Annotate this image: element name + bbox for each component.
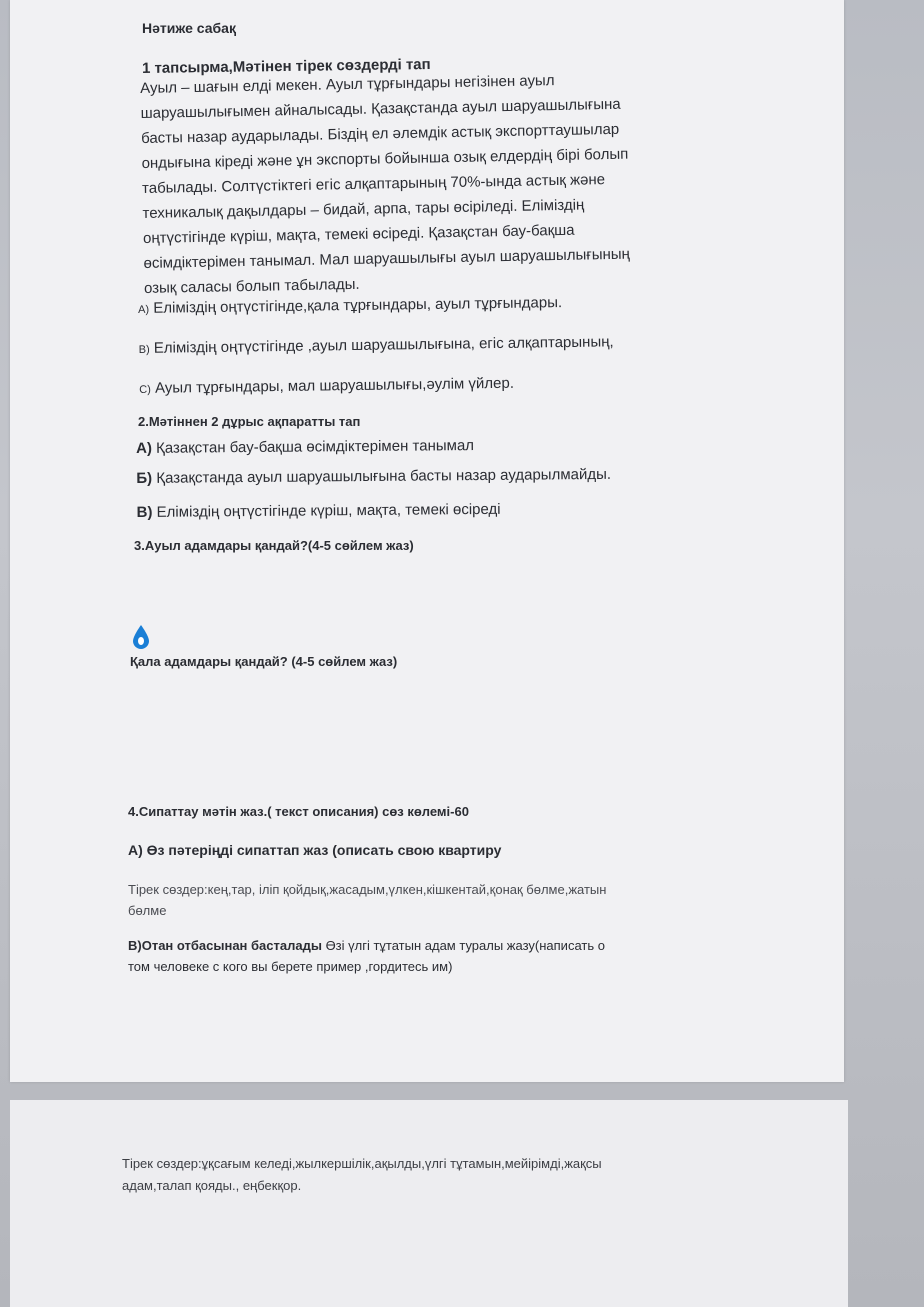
task2-option-a [136, 437, 474, 457]
option-text: Еліміздің оңтүстігінде ,ауыл шаруашылығына, егіс алқаптарының, [153, 333, 614, 357]
task1-line: шаруашылығымен айналысады. Қазақстанда ауыл шаруашылығына [140, 95, 621, 122]
option-text: Еліміздің оңтүстігінде күріш, мақта, темекі өсіреді [156, 500, 501, 521]
page-title: Нәтиже сабақ [142, 20, 236, 36]
task2-option-b [136, 466, 611, 487]
task4-part-a-keywords-2: бөлме [128, 903, 167, 918]
task1-line: ондығына кіреді және ұн экспорты бойынша озық елдердің бірі болып [141, 145, 629, 172]
task1-heading: 1 тапсырма,Мәтінен тірек сөздерді тап [141, 55, 431, 77]
task1-line: техникалық дақылдары – бидай, арпа, тары өсіріледі. Еліміздің [142, 196, 585, 222]
task1-line: өсімдіктерімен танымал. Мал шаруашылығы ауыл шаруашылығының [143, 245, 631, 272]
task4-part-a-keywords: Тірек сөздер:кең,тар, іліп қойдық,жасадым,үлкен,кішкентай,қонақ бөлме,жатын [128, 882, 607, 897]
option-letter: В) [136, 503, 153, 521]
option-text: Ауыл тұрғындары, мал шаруашылығы,әулім үйлер. [154, 374, 515, 397]
task2-option-c [137, 501, 501, 521]
page2-keywords: Тірек сөздер:ұқсағым келеді,жылкершілік,ақылды,үлгі тұтамын,мейірімді,жақсы [122, 1156, 602, 1171]
water-drop-icon [131, 624, 151, 650]
task1-line: табылады. Солтүстіктегі егіс алқаптарының 70%-ында астық және [141, 171, 606, 197]
task1-line: Ауыл – шағын елді мекен. Ауыл тұрғындары негізінен ауыл [140, 72, 555, 97]
option-b [139, 333, 614, 357]
option-c [139, 375, 514, 397]
task1-line: оңтүстігінде күріш, мақта, темекі өсіреді. Қазақстан бау-бақша [142, 221, 575, 247]
task4-part-b-title: В)Отан отбасынан басталады [128, 938, 322, 953]
option-text: Қазақстанда ауыл шаруашылығына басты назар аударылмайды. [156, 465, 612, 487]
option-letter: А) [136, 439, 152, 457]
option-letter: C) [139, 383, 151, 396]
option-letter: Б) [136, 469, 153, 487]
option-a [138, 294, 562, 317]
task2-heading: 2.Мәтіннен 2 дұрыс ақпаратты тап [138, 414, 361, 429]
document-page-2 [10, 1100, 848, 1307]
task3-heading: 3.Ауыл адамдары қандай?(4-5 сөйлем жаз) [134, 538, 414, 553]
option-text: Қазақстан бау-бақша өсімдіктерімен танымал [155, 437, 475, 457]
task4-part-a: А) Өз пәтеріңді сипаттап жаз (описать свою квартиру [128, 842, 502, 858]
task3-heading-2: Қала адамдары қандай? (4-5 сөйлем жаз) [130, 654, 398, 669]
task4-part-b-line2: том человеке с кого вы берете пример ,гордитесь им) [128, 959, 453, 974]
task1-line: басты назар аударылады. Біздің ел әлемдік астық экспорттаушылар [140, 120, 620, 147]
task4-part-b-text: Өзі үлгі тұтатын адам туралы жазу(написать о [321, 938, 605, 953]
option-text: Еліміздің оңтүстігінде,қала тұрғындары, ауыл тұрғындары. [153, 294, 563, 317]
task4-part-b [128, 938, 605, 953]
task4-heading: 4.Сипаттау мәтін жаз.( текст описания) сөз көлемі-60 [128, 804, 469, 819]
document-page-1 [10, 0, 844, 1082]
task1-line: озық саласы болып табылады. [143, 275, 360, 297]
option-letter: B) [138, 343, 150, 356]
page2-keywords-2: адам,талап қояды., еңбекқор. [122, 1178, 302, 1193]
option-letter: A) [138, 303, 150, 316]
